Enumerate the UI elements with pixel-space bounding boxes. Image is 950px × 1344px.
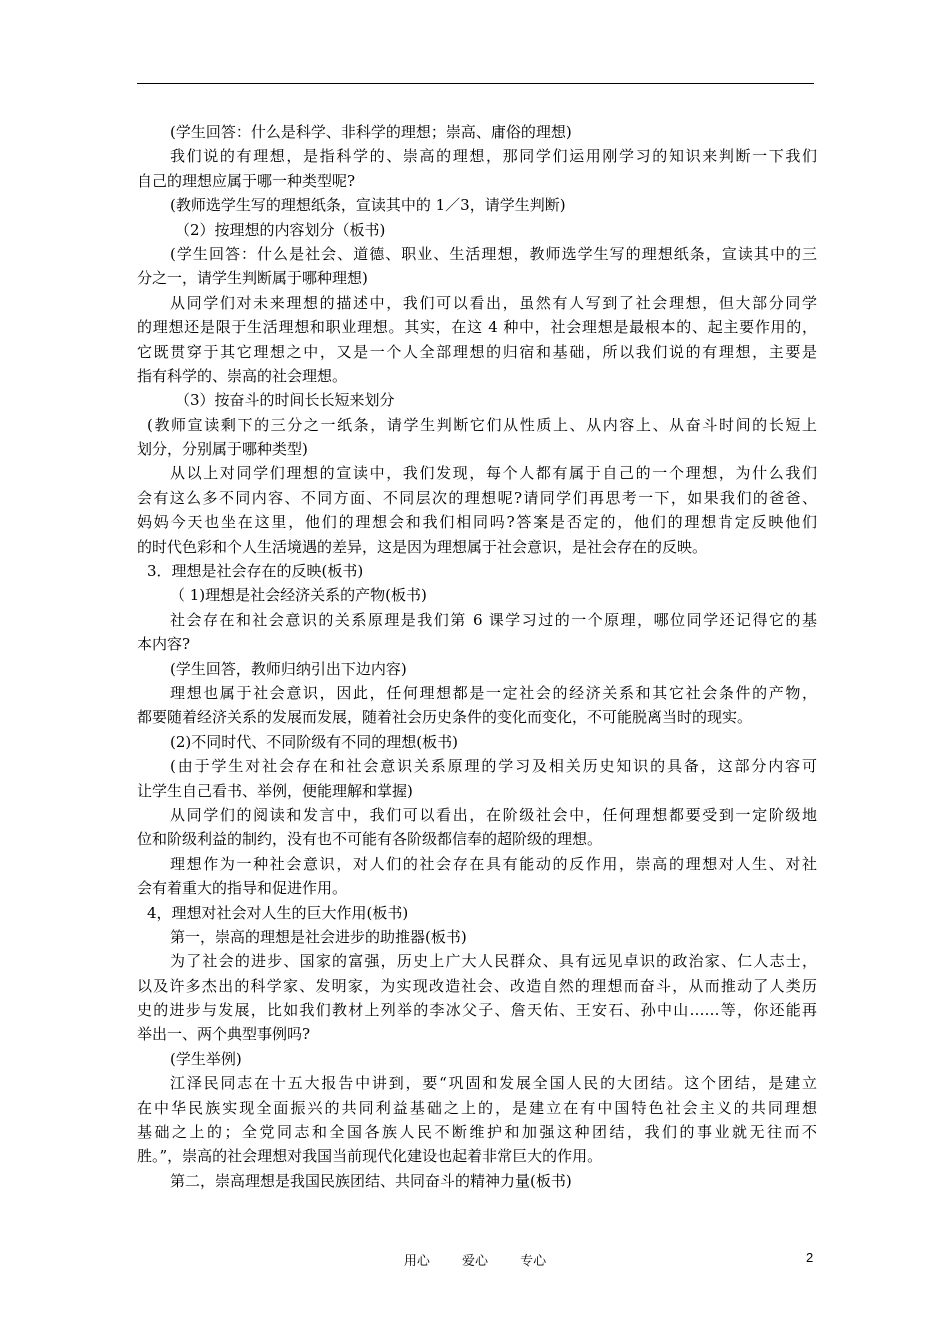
paragraph-line: (学生回答：什么是科学、非科学的理想；崇高、庸俗的理想) (170, 123, 572, 141)
section-heading: （2）按理想的内容划分（板书) (175, 220, 386, 239)
section-heading: 第二，崇高理想是我国民族团结、共同奋斗的精神力量(板书) (170, 1171, 572, 1190)
paragraph-line: 指有科学的、崇高的社会理想。 (137, 366, 348, 385)
paragraph-line: 理想也属于社会意识，因此，任何理想都是一定社会的经济关系和其它社会条件的产物， (170, 683, 817, 702)
section-heading: （ 1)理想是社会经济关系的产物(板书) (170, 586, 427, 605)
paragraph-line: 位和阶级利益的制约，没有也不可能有各阶级都信奉的超阶级的理想。 (137, 830, 603, 849)
paragraph-line: 自己的理想应属于哪一种类型呢? (137, 171, 356, 190)
section-heading: 4，理想对社会对人生的巨大作用(板书) (147, 903, 409, 922)
paragraph-line: 的时代色彩和个人生活境遇的差异，这是因为理想属于社会意识，是社会存在的反映。 (137, 537, 708, 556)
paragraph-line: 本内容? (137, 635, 191, 654)
header-rule (137, 83, 814, 84)
paragraph-line: 它既贯穿于其它理想之中，又是一个人全部理想的归宿和基础，所以我们说的有理想，主要是 (137, 342, 817, 361)
paragraph-line: 理想作为一种社会意识，对人们的社会存在具有能动的反作用，崇高的理想对人生、对社 (170, 854, 817, 873)
paragraph-line: (教师选学生写的理想纸条，宣读其中的 1／3，请学生判断) (170, 196, 566, 215)
section-heading: 3．理想是社会存在的反映(板书) (147, 562, 364, 581)
paragraph-line: 江泽民同志在十五大报告中讲到，要“巩固和发展全国人民的大团结。这个团结，是建立 (170, 1074, 817, 1093)
paragraph-line: 妈妈今天也坐在这里，他们的理想会和我们相同吗?答案是否定的，他们的理想肯定反映他们 (137, 513, 817, 532)
paragraph-line: 会有这么多不同内容、不同方面、不同层次的理想呢?请同学们再思考一下，如果我们的爸爸、 (137, 488, 817, 507)
paragraph-line: 从同学们对未来理想的描述中，我们可以看出，虽然有人写到了社会理想，但大部分同学 (170, 293, 817, 312)
paragraph-line: (学生举例) (170, 1049, 242, 1068)
paragraph-line: 胜。”，崇高的社会理想对我国当前现代化建设也起着非常巨大的作用。 (137, 1147, 603, 1166)
paragraph-line: (教师宣读剩下的三分之一纸条，请学生判断它们从性质上、从内容上、从奋斗时间的长短上 (147, 415, 817, 434)
paragraph-line: (学生回答：什么是社会、道德、职业、生活理想，教师选学生写的理想纸条，宣读其中的三 (170, 244, 817, 263)
section-heading: (2)不同时代、不同阶级有不同的理想(板书) (170, 732, 458, 751)
paragraph-line: 划分，分别属于哪种类型) (137, 440, 308, 459)
document-body (137, 120, 817, 1193)
paragraph-line: 从以上对同学们理想的宣读中，我们发现，每个人都有属于自己的一个理想，为什么我们 (170, 464, 817, 483)
footer-slogan-1: 用心 (403, 1254, 430, 1269)
paragraph-line: 以及许多杰出的科学家、发明家，为实现改造社会、改造自然的理想而奋斗，从而推动了人类历 (137, 976, 817, 995)
footer-slogan-3: 专心 (520, 1254, 547, 1269)
paragraph-line: 会有着重大的指导和促进作用。 (137, 879, 348, 898)
section-heading: 第一，崇高的理想是社会进步的助推器(板书) (170, 927, 467, 946)
paragraph-line: (学生回答，教师归纳引出下边内容) (170, 659, 407, 678)
paragraph-line: 分之一，请学生判断属于哪种理想) (137, 269, 368, 288)
paragraph-line: 在中华民族实现全面振兴的共同利益基础之上的，是建立在有中国特色社会主义的共同理想 (137, 1098, 817, 1117)
page-number: 2 (806, 1250, 814, 1265)
paragraph-line: 都要随着经济关系的发展而发展，随着社会历史条件的变化而变化，不可能脱离当时的现实。 (137, 708, 753, 727)
paragraph-line: 的理想还是限于生活理想和职业理想。其实，在这 4 种中，社会理想是最根本的、起主要作用的， (137, 318, 817, 337)
paragraph-line: 举出一、两个典型事例吗? (137, 1025, 311, 1044)
paragraph-line: (由于学生对社会存在和社会意识关系原理的学习及相关历史知识的具备，这部分内容可 (170, 757, 817, 776)
paragraph-line: 我们说的有理想，是指科学的、崇高的理想，那同学们运用刚学习的知识来判断一下我们 (170, 147, 817, 166)
paragraph-line: 从同学们的阅读和发言中，我们可以看出，在阶级社会中，任何理想都要受到一定阶级地 (170, 805, 817, 824)
paragraph-line: 社会存在和社会意识的关系原理是我们第 6 课学习过的一个原理，哪位同学还记得它的基 (170, 610, 817, 629)
paragraph-line: 史的进步与发展，比如我们教材上列举的李冰父子、詹天佑、王安石、孙中山……等，你还能再 (137, 1001, 817, 1020)
footer-slogan-2: 爱心 (461, 1254, 488, 1269)
paragraph-line: 基础之上的；全党同志和全国各族人民不断维护和加强这种团结，我们的事业就无往而不 (137, 1123, 817, 1142)
paragraph-line: 为了社会的进步、国家的富强，历史上广大人民群众、具有远见卓识的政治家、仁人志士， (170, 952, 817, 971)
section-heading: （3）按奋斗的时间长长短来划分 (175, 391, 395, 410)
paragraph-line: 让学生自己看书、举例，便能理解和掌握) (137, 781, 413, 800)
